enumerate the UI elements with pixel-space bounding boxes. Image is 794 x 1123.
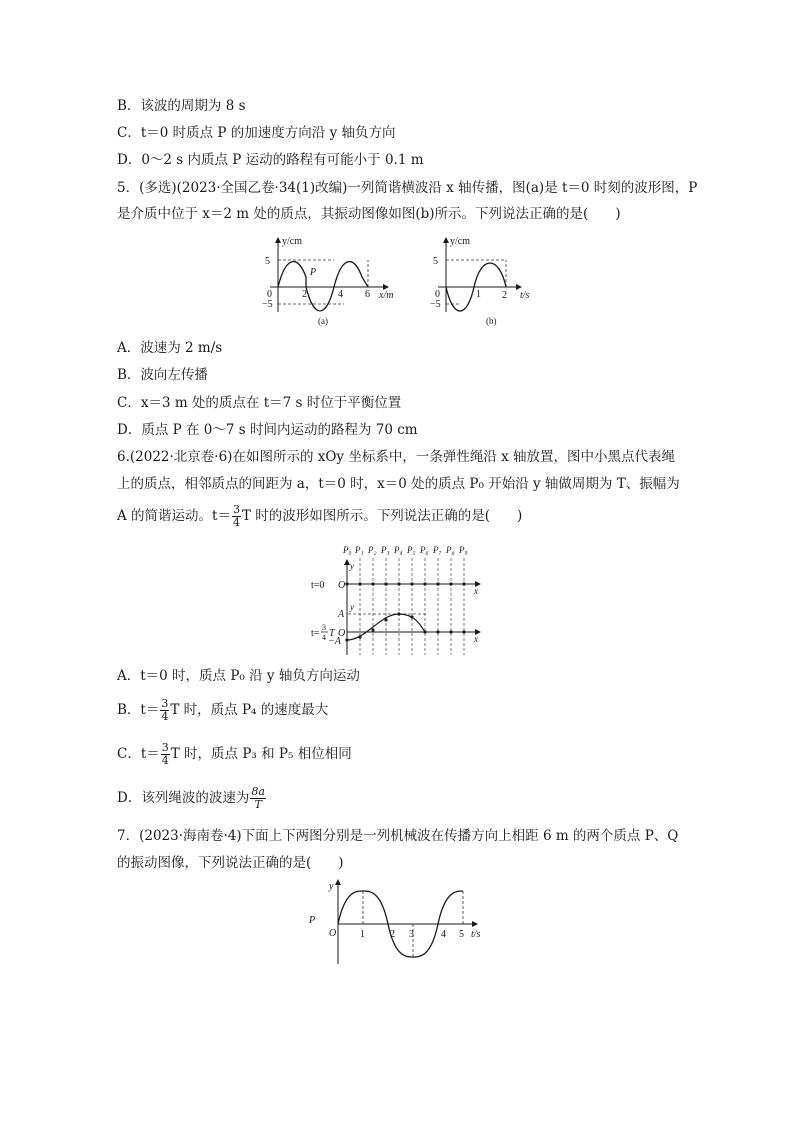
q5-figure-b — [426, 232, 546, 332]
q5b-ytick-0: 0 — [435, 289, 440, 300]
q7-xtick-2: 2 — [390, 929, 395, 940]
q5b-x-axis-label: t/s — [520, 290, 530, 301]
q7-xtick-5: 5 — [459, 929, 464, 940]
q5-option-b: B．波向左传播 — [117, 367, 208, 383]
q5b-y-axis-label: y/cm — [450, 236, 470, 247]
q6-y-label-top: y — [350, 561, 354, 571]
q7-origin: O — [329, 928, 337, 939]
label-p1: P₁ — [355, 545, 364, 555]
q7-figure — [305, 876, 495, 968]
label-p3: P₃ — [381, 545, 390, 555]
q6-x-label-bottom: x — [474, 634, 478, 644]
q4-option-d: D．0～2 s 内质点 P 运动的路程有可能小于 0.1 m — [117, 152, 424, 168]
label-p4: P₄ — [394, 545, 403, 555]
q5a-ytick-5: 5 — [265, 256, 270, 267]
q6-row1-origin: O — [338, 580, 346, 591]
q6-row2-frac-num: 3 — [322, 623, 326, 632]
q6-stem-line2: 上的质点，相邻质点的间距为 a，t＝0 时，x＝0 处的质点 P₀ 开始沿 y 轴做周期为 T、振幅为 — [117, 476, 680, 492]
q6-stem-line3: A 的简谐运动。t＝ $\frac{3}{4}$ T 时的波形如图所示。下列说法正确的是( ) — [117, 503, 523, 529]
q7-stem-line1: 7．(2023·海南卷·4)下面上下两图分别是一列机械波在传播方向上相距 6 m 的两个质点 P、Q — [117, 828, 679, 844]
q7-stem-line2: 的振动图像，下列说法正确的是( ) — [117, 855, 344, 871]
q5a-xtick-2: 2 — [302, 289, 307, 300]
q5a-caption: (a) — [318, 316, 328, 326]
q6-y-label-bottom: y — [350, 602, 354, 612]
q6-figure — [308, 540, 488, 660]
q6-option-c: C．t＝ $\frac{3}{4}$ T 时，质点 P₃ 和 P₅ 相位相同 — [117, 741, 352, 767]
q6-amp-neg: −A — [328, 636, 341, 647]
q5a-xtick-6: 6 — [365, 289, 370, 300]
q6-option-b: B．t＝ $\frac{3}{4}$ T 时，质点 P₄ 的速度最大 — [117, 697, 329, 723]
q5b-ytick-neg5: −5 — [430, 299, 441, 310]
q5b-xtick-1: 1 — [476, 289, 481, 300]
q5-option-a: A．波速为 2 m/s — [117, 340, 223, 356]
q5-stem-line2: 是介质中位于 x＝2 m 处的质点，其振动图像如图(b)所示。下列说法正确的是( ) — [117, 206, 621, 222]
label-p2: P₂ — [368, 545, 377, 555]
q5-option-d: D．质点 P 在 0～7 s 时间内运动的路程为 70 cm — [117, 422, 418, 438]
q6-option-d: D．该列绳波的波速为 $\frac{8a}{T}$ — [117, 785, 265, 811]
q6-point-labels — [342, 545, 468, 555]
q5b-ytick-5: 5 — [433, 256, 438, 267]
label-p7: P₇ — [433, 545, 442, 555]
q7-series-label: P — [309, 915, 316, 926]
q7-xtick-1: 1 — [360, 929, 365, 940]
q5-option-c: C．x＝3 m 处的质点在 t＝7 s 时位于平衡位置 — [117, 395, 402, 411]
label-p9: P₉ — [459, 545, 468, 555]
q7-xtick-3: 3 — [409, 929, 414, 940]
q7-x-label: t/s — [471, 929, 481, 940]
q7-y-label: y — [329, 881, 334, 892]
q5b-xtick-2: 2 — [502, 290, 507, 301]
q5a-ytick-neg5: −5 — [262, 299, 273, 310]
q5b-caption: (b) — [486, 316, 497, 326]
q5-stem-line1: 5．(多选)(2023·全国乙卷·34(1)改编)一列简谐横波沿 x 轴传播，图(a)是 t＝0 时刻的波形图，P — [117, 180, 698, 196]
q6-row2-label-post: T — [329, 628, 335, 639]
q6-amp-pos: A — [338, 609, 345, 620]
q7-xtick-4: 4 — [441, 929, 446, 940]
label-p5: P₅ — [407, 545, 416, 555]
q6-stem-fraction: $\frac{3}{4}$ — [232, 503, 240, 529]
q4-option-c: C．t＝0 时质点 P 的加速度方向沿 y 轴负方向 — [117, 125, 396, 141]
q5a-point-label: P — [310, 267, 317, 278]
q5a-x-axis-label: x/m — [379, 290, 394, 301]
q6-row2-label-pre: t= — [311, 628, 320, 639]
q6-stem-line1: 6.(2022·北京卷·6)在如图所示的 xOy 坐标系中，一条弹性绳沿 x 轴放置，图中小黑点代表绳 — [117, 449, 676, 465]
q5-figure-a — [258, 232, 408, 332]
q6-x-label-top: x — [474, 586, 478, 596]
q5a-xtick-4: 4 — [338, 289, 343, 300]
q6-row2-frac-den: 4 — [322, 633, 326, 642]
label-p0: P₀ — [343, 545, 352, 555]
q5a-ytick-0: 0 — [267, 289, 272, 300]
q4-option-b: B．该波的周期为 8 s — [117, 98, 246, 114]
q6-row2-origin: O — [338, 628, 346, 639]
q6-option-a: A．t＝0 时，质点 P₀ 沿 y 轴负方向运动 — [117, 668, 360, 684]
q6-row1-label: t=0 — [311, 580, 325, 591]
label-p6: P₆ — [420, 545, 429, 555]
label-p8: P₈ — [446, 545, 455, 555]
q5a-y-axis-label: y/cm — [282, 236, 302, 247]
